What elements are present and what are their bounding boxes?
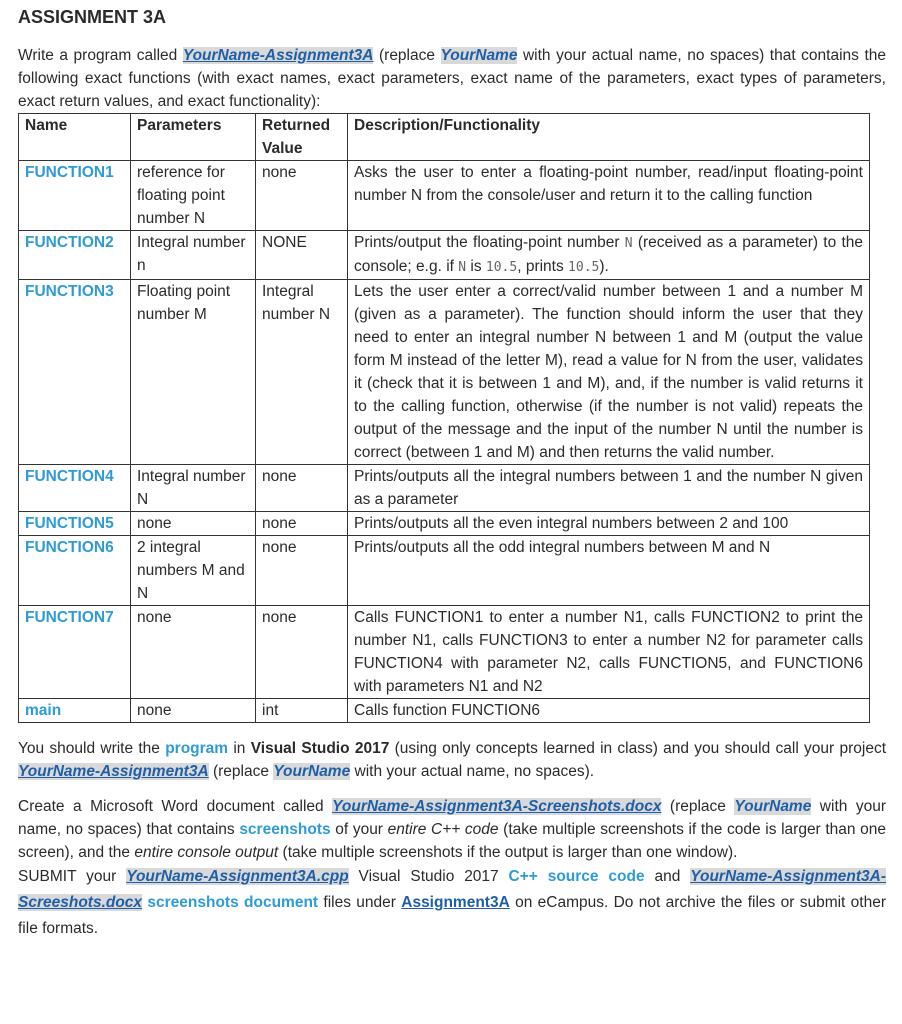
submit-paragraph <box>18 864 886 942</box>
function-return: none <box>256 536 348 606</box>
table-row <box>19 465 870 512</box>
function-name: FUNCTION6 <box>19 536 131 606</box>
function-return: none <box>256 465 348 512</box>
function-params: none <box>131 699 256 723</box>
code-text: N <box>458 260 467 275</box>
table-row <box>19 280 870 465</box>
code-text: N <box>624 236 633 251</box>
function-name: FUNCTION7 <box>19 606 131 699</box>
function-params: Floating point number M <box>131 280 256 465</box>
cpp-file-highlight: YourName-Assignment3A.cpp <box>126 868 349 885</box>
function-desc: Calls function FUNCTION6 <box>348 699 870 723</box>
header-description: Description/Functionality <box>348 114 870 161</box>
source-code-keyword: C++ source code <box>508 868 645 885</box>
para-text: Visual Studio 2017 <box>348 868 509 885</box>
table-row <box>19 536 870 606</box>
code-text: 10.5 <box>485 260 518 275</box>
page-title: ASSIGNMENT 3A <box>18 7 167 27</box>
intro-text: Write a program called <box>18 47 183 64</box>
docx-name-highlight: YourName-Assignment3A-Screenshots.docx <box>332 798 662 815</box>
function-desc: Prints/outputs all the even integral numbers between 2 and 100 <box>348 512 870 536</box>
code-text: 10.5 <box>568 260 600 275</box>
function-params: reference for floating point number N <box>131 161 256 231</box>
table-row <box>19 231 870 280</box>
para-text: and <box>644 868 691 885</box>
entire-code-text: entire C++ code <box>387 821 499 838</box>
yourname-highlight: YourName <box>734 798 812 815</box>
para-text: SUBMIT your <box>18 868 127 885</box>
function-desc: Calls FUNCTION1 to enter a number N1, calls FUNCTION2 to print the number N1, calls FUNCTION3 to enter a number N2 for parameter calls FUNCTION4 with parameter N2, calls FUNCTION5, and FUNCTION6 with parameters N1 and N2 <box>348 606 870 699</box>
table-row <box>19 161 870 231</box>
screenshots-paragraph <box>18 795 886 864</box>
function-name: FUNCTION5 <box>19 512 131 536</box>
para-text: Create a Microsoft Word document called <box>18 798 333 815</box>
function-params: Integral number n <box>131 231 256 280</box>
desc-text: Prints/output the floating-point number <box>354 234 625 251</box>
program-paragraph <box>18 737 886 783</box>
function-name: FUNCTION2 <box>19 231 131 280</box>
function-desc <box>348 231 870 280</box>
para-text: in <box>228 740 251 757</box>
functions-table <box>18 113 870 723</box>
function-name: FUNCTION4 <box>19 465 131 512</box>
function-return: Integral number N <box>256 280 348 465</box>
function-name: main <box>19 699 131 723</box>
screenshots-keyword: screenshots <box>239 821 331 838</box>
docx-file-highlight: YourName-Assignment3A-Screeshots.docx <box>18 868 887 911</box>
entire-output-text: entire console output <box>134 844 279 861</box>
function-params: 2 integral numbers M and N <box>131 536 256 606</box>
para-text: (replace <box>208 763 274 780</box>
screenshots-document-keyword: screenshots document <box>147 894 319 911</box>
function-params: none <box>131 606 256 699</box>
table-row <box>19 606 870 699</box>
intro-text: with your actual name, no spaces) that contains the following exact functions (with exact names, exact parameters, exact name of the parameters, exact types of parameters, exact return values, and exact functionality): <box>18 47 886 110</box>
function-return: none <box>256 161 348 231</box>
assignment-document <box>18 4 886 942</box>
header-returned-value: Returned Value <box>256 114 348 161</box>
function-desc: Lets the user enter a correct/valid number between 1 and a number M (given as a parameter). The function should inform the user that they need to enter an integral number N between 1 and M (output the value form M instead of the letter M), read a value for N from the user, validates it (check that it is between 1 and M), and, if the number is valid returns it to the calling function, otherwise (if the number is not valid) repeats the output of the message and the input of the number N until the number is correct (between 1 and M) and then returns the valid number. <box>348 280 870 465</box>
function-desc: Prints/outputs all the integral numbers between 1 and the number N given as a parameter <box>348 465 870 512</box>
para-text: with your name, no spaces) that contains <box>18 798 886 838</box>
desc-text: ). <box>599 258 609 275</box>
function-return: none <box>256 512 348 536</box>
function-params: Integral number N <box>131 465 256 512</box>
project-name-highlight: YourName-Assignment3A <box>182 47 374 64</box>
para-text: (take multiple screenshots if the output is larger than one window). <box>278 844 738 861</box>
function-return: none <box>256 606 348 699</box>
table-row <box>19 512 870 536</box>
para-text: files under <box>318 894 402 911</box>
para-text: You should write the <box>18 740 166 757</box>
program-keyword: program <box>165 740 229 757</box>
assignment-link[interactable]: Assignment3A <box>401 894 510 911</box>
para-text: of your <box>330 821 388 838</box>
para-text: on eCampus. Do not archive the files or submit other file formats. <box>18 894 887 937</box>
desc-text: is <box>466 258 486 275</box>
yourname-highlight: YourName <box>273 763 351 780</box>
table-header-row <box>19 114 870 161</box>
project-name-highlight: YourName-Assignment3A <box>18 763 209 780</box>
function-return: NONE <box>256 231 348 280</box>
function-desc: Asks the user to enter a floating-point number, read/input floating-point number N from the console/user and return it to the calling function <box>348 161 870 231</box>
para-text: (replace <box>661 798 735 815</box>
function-desc: Prints/outputs all the odd integral numbers between M and N <box>348 536 870 606</box>
para-text: (using only concepts learned in class) and you should call your project <box>389 740 886 757</box>
desc-text: , prints <box>517 258 569 275</box>
visual-studio-label: Visual Studio 2017 <box>250 740 390 757</box>
para-text: with your actual name, no spaces). <box>350 763 595 780</box>
table-row <box>19 699 870 723</box>
intro-text: (replace <box>373 47 441 64</box>
desc-text: (received as a parameter) to the console; e.g. if <box>354 234 864 275</box>
intro-paragraph <box>18 44 886 113</box>
header-name: Name <box>19 114 131 161</box>
function-name: FUNCTION1 <box>19 161 131 231</box>
para-text: (take multiple screenshots if the code is larger than one screen), and the <box>18 821 887 861</box>
function-name: FUNCTION3 <box>19 280 131 465</box>
function-return: int <box>256 699 348 723</box>
yourname-highlight: YourName <box>440 47 518 64</box>
function-params: none <box>131 512 256 536</box>
header-parameters: Parameters <box>131 114 256 161</box>
